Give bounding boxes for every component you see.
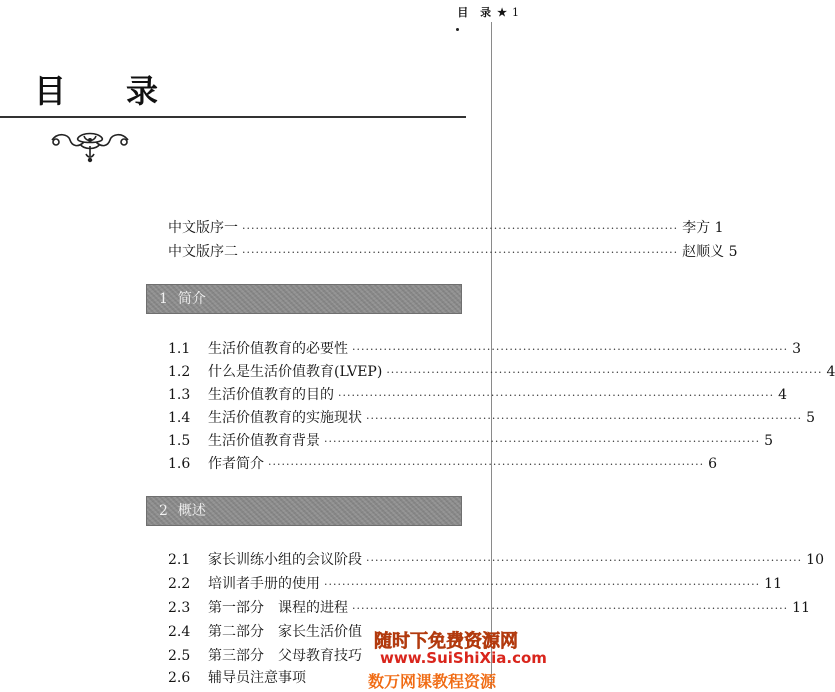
title-rule: [0, 116, 466, 118]
toc-title: 中文版序一: [168, 220, 238, 236]
page-title: 目录: [34, 72, 219, 110]
star-icon: ★: [497, 6, 507, 19]
toc-item[interactable]: [168, 339, 802, 359]
toc-page: 4: [778, 387, 788, 403]
leader-dots: [338, 386, 774, 406]
toc-page: 11: [792, 600, 810, 616]
toc-page: 6: [708, 456, 718, 472]
chapter-number: 2: [159, 503, 168, 519]
toc-page: 4: [826, 364, 835, 380]
leader-dots: [366, 409, 802, 429]
toc-item[interactable]: [168, 408, 816, 428]
leader-dots: [366, 551, 802, 571]
toc-item[interactable]: [168, 454, 718, 474]
watermark-line-3: 数万网课教程资源: [368, 672, 497, 691]
toc-title: 中文版序二: [168, 244, 238, 260]
toc-title: 生活价值教育背景: [208, 433, 320, 449]
toc-number: 2.3: [168, 600, 191, 616]
chapter-name: 简介: [177, 291, 206, 307]
leader-dots: [352, 340, 788, 360]
toc-title: 什么是生活价值教育(LVEP): [208, 364, 383, 380]
chapter-bar-2[interactable]: [146, 496, 462, 526]
chapter-bar-1[interactable]: [146, 284, 462, 314]
toc-item[interactable]: [168, 574, 782, 594]
toc-number: 2.2: [168, 576, 191, 592]
toc-page: 5: [806, 410, 816, 426]
toc-item[interactable]: [168, 385, 788, 405]
leader-dots: [242, 219, 678, 239]
toc-number: 1.6: [168, 456, 191, 472]
toc-author-page: 李方 1: [682, 220, 724, 236]
toc-item[interactable]: [168, 362, 835, 382]
toc-title: 辅导员注意事项: [208, 670, 306, 686]
toc-title: 第三部分 父母教育技巧: [208, 648, 362, 664]
scroll-ornament-icon: [48, 128, 132, 164]
toc-page: 5: [764, 433, 774, 449]
toc-number: 1.1: [168, 341, 191, 357]
leader-dots: [268, 455, 704, 475]
toc-title: 生活价值教育的目的: [208, 387, 334, 403]
toc-author-page: 赵顺义 5: [682, 244, 738, 260]
chapter-name: 概述: [177, 503, 206, 519]
toc-preface-1[interactable]: [168, 218, 724, 238]
toc-title: 第二部分 家长生活价值: [208, 624, 362, 640]
toc-title: 培训者手册的使用: [208, 576, 320, 592]
toc-title: 第一部分 课程的进程: [208, 600, 348, 616]
leader-dots: [242, 243, 678, 263]
toc-title: 作者简介: [208, 456, 264, 472]
watermark-overlay: [368, 627, 547, 691]
toc-number: 2.5: [168, 648, 191, 664]
watermark-url[interactable]: www.SuiShiXia.com: [380, 649, 547, 667]
toc-page: 3: [792, 341, 802, 357]
toc-number: 2.4: [168, 624, 191, 640]
toc-item[interactable]: [168, 646, 378, 666]
toc-title: 生活价值教育的必要性: [208, 341, 348, 357]
header-dot: [456, 28, 459, 31]
leader-dots: [352, 599, 788, 619]
toc-number: 2.6: [168, 670, 191, 686]
chapter-number: 1: [159, 291, 168, 307]
toc-title: 生活价值教育的实施现状: [208, 410, 362, 426]
toc-item[interactable]: [168, 550, 824, 570]
header-page-number: 1: [512, 6, 519, 19]
toc-number: 1.3: [168, 387, 191, 403]
toc-number: 1.4: [168, 410, 191, 426]
toc-item[interactable]: [168, 431, 774, 451]
toc-number: 1.2: [168, 364, 191, 380]
toc-item[interactable]: [168, 622, 378, 642]
toc-item[interactable]: [168, 668, 378, 688]
running-header: [457, 4, 519, 20]
toc-title: 家长训练小组的会议阶段: [208, 552, 362, 568]
toc-preface-2[interactable]: [168, 242, 738, 262]
header-text: 目 录: [457, 6, 496, 19]
watermark-line-1: 随时下免费资源网: [374, 631, 518, 652]
leader-dots: [324, 575, 760, 595]
toc-page: 10: [806, 552, 824, 568]
toc-page: 11: [764, 576, 782, 592]
leader-dots: [386, 363, 822, 383]
leader-dots: [324, 432, 760, 452]
toc-number: 2.1: [168, 552, 191, 568]
toc-number: 1.5: [168, 433, 191, 449]
toc-item[interactable]: [168, 598, 810, 618]
